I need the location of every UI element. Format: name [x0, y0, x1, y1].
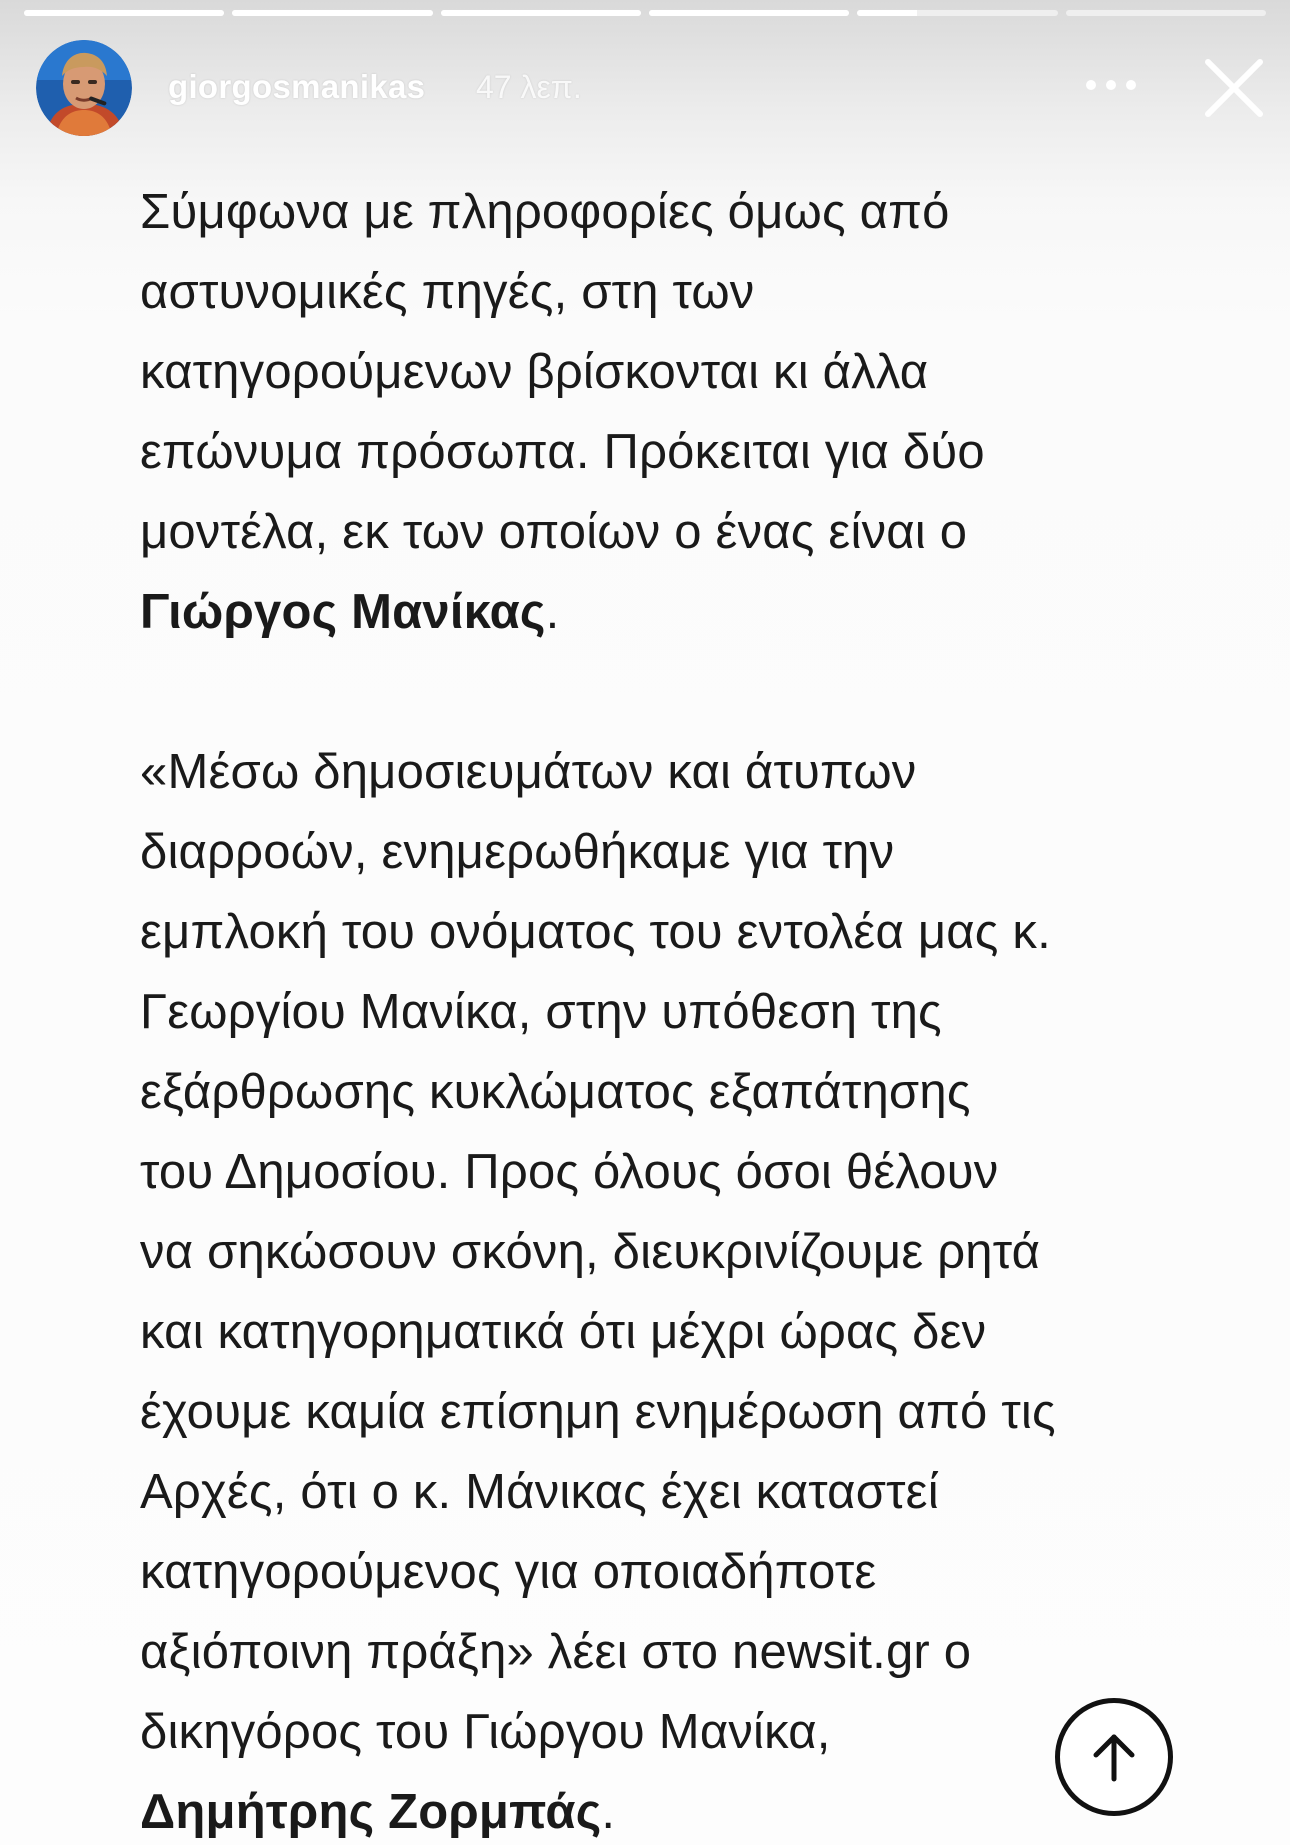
progress-segment-5 [857, 10, 1057, 16]
text-line: μοντέλα, εκ των οποίων ο ένας είναι ο [140, 505, 968, 559]
text-line: εμπλοκή του ονόματος του εντολέα μας κ. [140, 905, 1051, 959]
story-username[interactable]: giorgosmanikas [168, 68, 426, 105]
text-line: και κατηγορηματικά ότι μέχρι ώρας δεν [140, 1305, 987, 1359]
punctuation: . [545, 585, 560, 639]
progress-segment-1 [24, 10, 224, 16]
text-line: να σηκώσουν σκόνη, διευκρινίζουμε ρητά [140, 1225, 1041, 1279]
text-line: κατηγορούμενος για οποιαδήποτε [140, 1545, 877, 1599]
avatar-image [36, 40, 132, 136]
text-line: δικηγόρος του Γιώργου Μανίκα, [140, 1705, 831, 1759]
text-line: «Μέσω δημοσιευμάτων και άτυπων [140, 745, 917, 799]
text-line: αξιόποινη πράξη» λέει στο newsit.gr ο [140, 1625, 972, 1679]
bold-name: Γιώργος Μανίκας [140, 585, 546, 639]
article-text [140, 172, 1220, 1845]
text-line: αστυνομικές πηγές, στη των [140, 265, 755, 319]
close-button[interactable] [1196, 50, 1272, 126]
story-timestamp: 47 λεπ. [476, 69, 582, 105]
text-line: εξάρθρωσης κυκλώματος εξαπάτησης [140, 1065, 971, 1119]
article-paragraph-1 [140, 172, 1220, 652]
scroll-to-top-button[interactable] [1055, 1698, 1173, 1816]
text-line: διαρροών, ενημερωθήκαμε για την [140, 825, 895, 879]
punctuation: . [601, 1785, 616, 1839]
text-line: κατηγορούμενων βρίσκονται κι άλλα [140, 345, 929, 399]
text-line: έχουμε καμία επίσημη ενημέρωση από τις [140, 1385, 1056, 1439]
text-line: Γεωργίου Μανίκα, στην υπόθεση της [140, 985, 942, 1039]
text-line: Αρχές, ότι ο κ. Μάνικας έχει καταστεί [140, 1465, 939, 1519]
arrow-up-circle-icon [1084, 1727, 1144, 1787]
bold-name: Δημήτρης Ζορμπάς [140, 1785, 602, 1839]
text-line: του Δημοσίου. Προς όλους όσοι θέλουν [140, 1145, 999, 1199]
user-avatar[interactable] [36, 40, 132, 136]
progress-segment-2 [232, 10, 432, 16]
close-icon [1196, 50, 1272, 126]
text-line [140, 1772, 1220, 1845]
progress-segment-4 [649, 10, 849, 16]
story-progress-bar [24, 10, 1266, 16]
more-horizontal-icon [1085, 79, 1137, 91]
progress-segment-3 [441, 10, 641, 16]
more-options-button[interactable] [1076, 60, 1146, 110]
story-header [36, 40, 1266, 140]
progress-segment-6 [1066, 10, 1266, 16]
text-line [140, 572, 1220, 652]
text-line: επώνυμα πρόσωπα. Πρόκειται για δύο [140, 425, 985, 479]
text-line: Σύμφωνα με πληροφορίες όμως από [140, 185, 950, 239]
article-paragraph-2 [140, 732, 1220, 1845]
